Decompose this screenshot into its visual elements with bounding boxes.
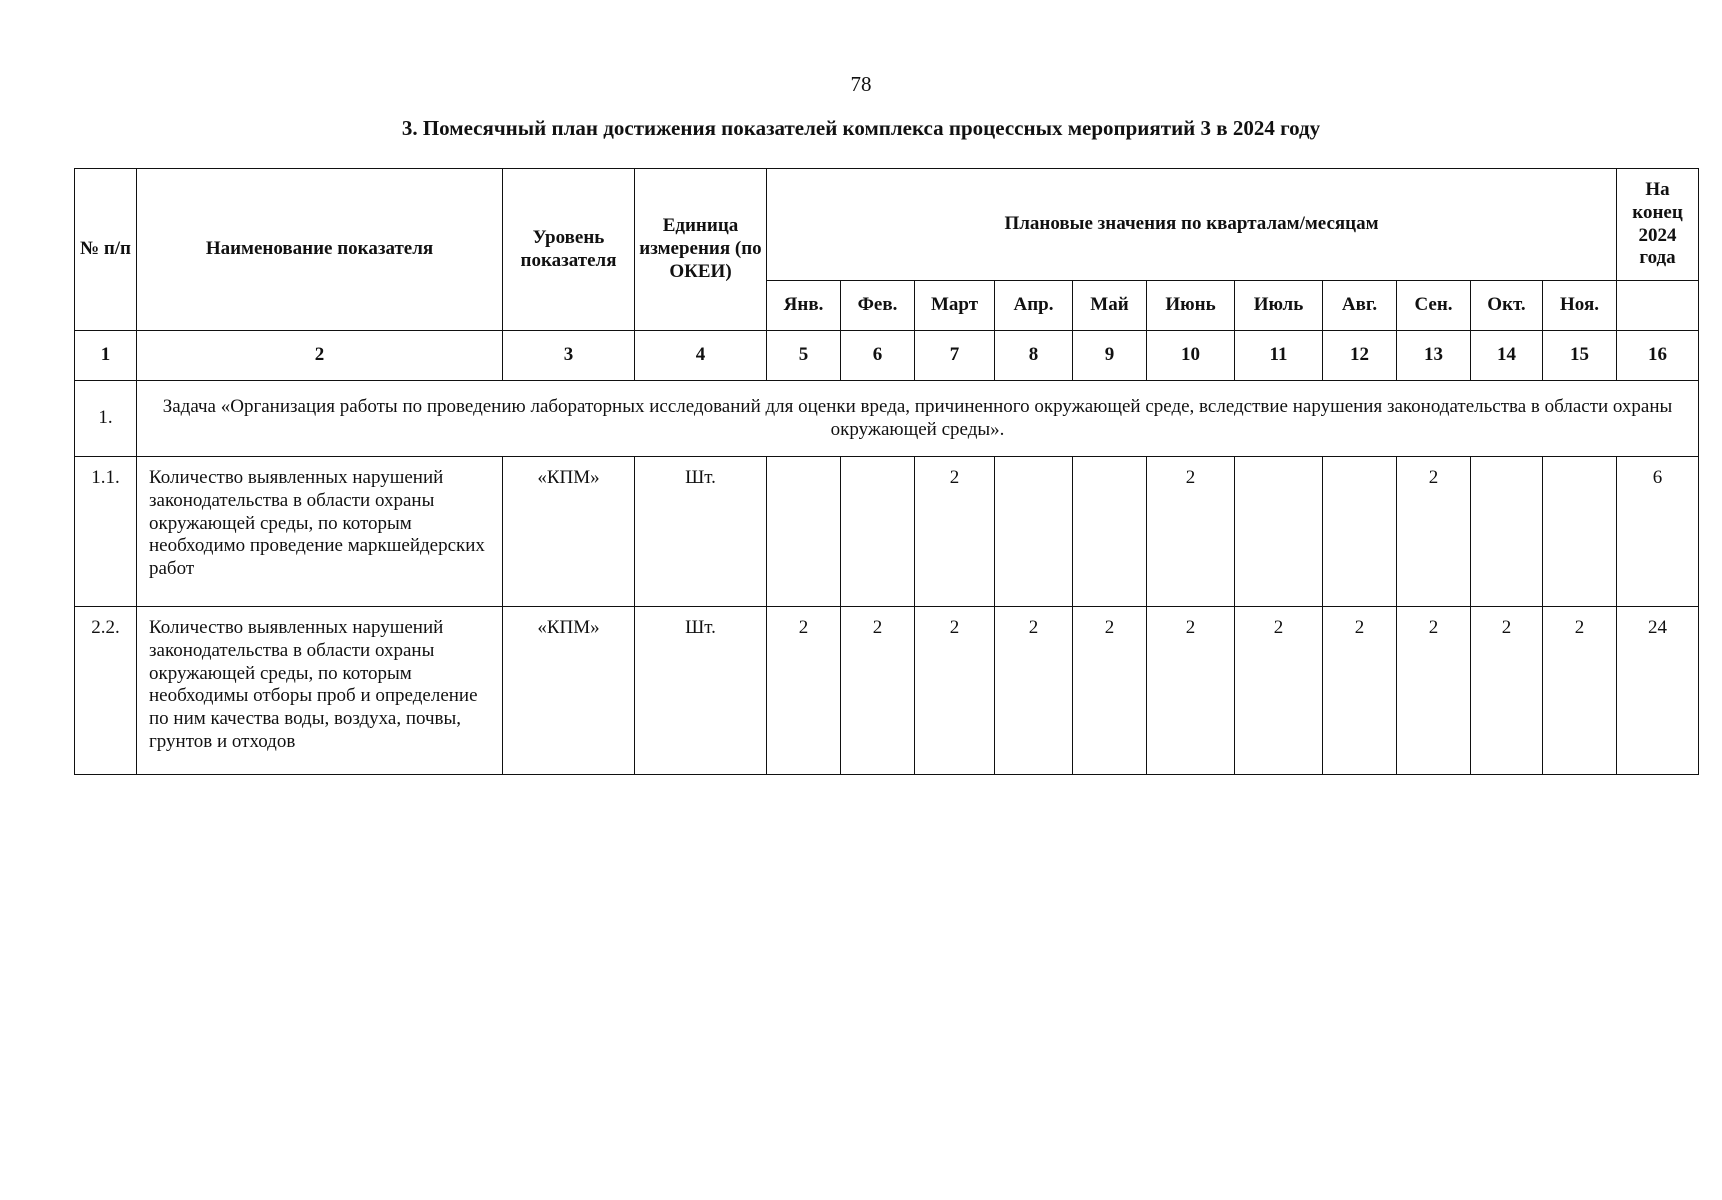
month-value: 2	[995, 607, 1073, 775]
indicator-level: «КПМ»	[503, 457, 635, 607]
month-value	[1073, 457, 1147, 607]
column-number: 1	[75, 331, 137, 381]
column-number: 12	[1323, 331, 1397, 381]
indicator-name: Количество выявленных нарушений законодательства в области охраны окружающей среды, по которым необходимо проведение маркшейдерских работ	[137, 457, 503, 607]
month-value	[1471, 457, 1543, 607]
header-name: Наименование показателя	[137, 169, 503, 331]
row-number: 2.2.	[75, 607, 137, 775]
month-value	[767, 457, 841, 607]
column-number: 3	[503, 331, 635, 381]
month-value: 2	[1235, 607, 1323, 775]
header-month-may: Май	[1073, 281, 1147, 331]
indicator-level: «КПМ»	[503, 607, 635, 775]
column-number: 6	[841, 331, 915, 381]
month-value	[995, 457, 1073, 607]
indicator-unit: Шт.	[635, 457, 767, 607]
column-number-row	[75, 331, 1699, 381]
task-row	[75, 381, 1699, 457]
column-number: 7	[915, 331, 995, 381]
column-number: 5	[767, 331, 841, 381]
header-month-oct: Окт.	[1471, 281, 1543, 331]
header-month-aug: Авг.	[1323, 281, 1397, 331]
header-month-apr: Апр.	[995, 281, 1073, 331]
header-empty-cell	[1617, 281, 1699, 331]
header-month-feb: Фев.	[841, 281, 915, 331]
month-value: 2	[767, 607, 841, 775]
column-number: 4	[635, 331, 767, 381]
month-value: 2	[1147, 457, 1235, 607]
month-value: 2	[1323, 607, 1397, 775]
task-description: Задача «Организация работы по проведению лабораторных исследований для оценки вреда, причиненного окружающей среде, вследствие нарушения законодательства в области охраны окружающей среды».	[137, 381, 1699, 457]
column-number: 11	[1235, 331, 1323, 381]
month-value	[1323, 457, 1397, 607]
month-value: 2	[841, 607, 915, 775]
month-value	[841, 457, 915, 607]
month-value: 2	[1543, 607, 1617, 775]
column-number: 16	[1617, 331, 1699, 381]
header-num: № п/п	[75, 169, 137, 331]
month-value: 2	[1397, 457, 1471, 607]
header-month-jul: Июль	[1235, 281, 1323, 331]
header-month-nov: Ноя.	[1543, 281, 1617, 331]
table-row	[75, 457, 1699, 607]
year-end-value: 6	[1617, 457, 1699, 607]
month-value	[1543, 457, 1617, 607]
indicator-unit: Шт.	[635, 607, 767, 775]
column-number: 14	[1471, 331, 1543, 381]
month-value: 2	[1397, 607, 1471, 775]
header-unit: Единица измерения (по ОКЕИ)	[635, 169, 767, 331]
month-value: 2	[1471, 607, 1543, 775]
column-number: 9	[1073, 331, 1147, 381]
month-value: 2	[1147, 607, 1235, 775]
header-month-jun: Июнь	[1147, 281, 1235, 331]
document-title: 3. Помесячный план достижения показателей комплекса процессных мероприятий 3 в 2024 году	[401, 116, 1321, 140]
monthly-plan-table	[74, 168, 1699, 775]
column-number: 15	[1543, 331, 1617, 381]
column-number: 8	[995, 331, 1073, 381]
header-planned-values: Плановые значения по кварталам/месяцам	[767, 169, 1617, 281]
column-number: 13	[1397, 331, 1471, 381]
table-row	[75, 607, 1699, 775]
header-month-mar: Март	[915, 281, 995, 331]
month-value	[1235, 457, 1323, 607]
header-month-jan: Янв.	[767, 281, 841, 331]
page-number: 78	[850, 72, 872, 96]
column-number: 2	[137, 331, 503, 381]
header-level: Уровень показателя	[503, 169, 635, 331]
month-value: 2	[1073, 607, 1147, 775]
column-number: 10	[1147, 331, 1235, 381]
task-number: 1.	[75, 381, 137, 457]
row-number: 1.1.	[75, 457, 137, 607]
year-end-value: 24	[1617, 607, 1699, 775]
month-value: 2	[915, 607, 995, 775]
month-value: 2	[915, 457, 995, 607]
header-month-sep: Сен.	[1397, 281, 1471, 331]
header-year-end: На конец 2024 года	[1617, 169, 1699, 281]
indicator-name: Количество выявленных нарушений законодательства в области охраны окружающей среды, по которым необходимы отборы проб и определение по ним качества воды, воздуха, почвы, грунтов и отходов	[137, 607, 503, 775]
